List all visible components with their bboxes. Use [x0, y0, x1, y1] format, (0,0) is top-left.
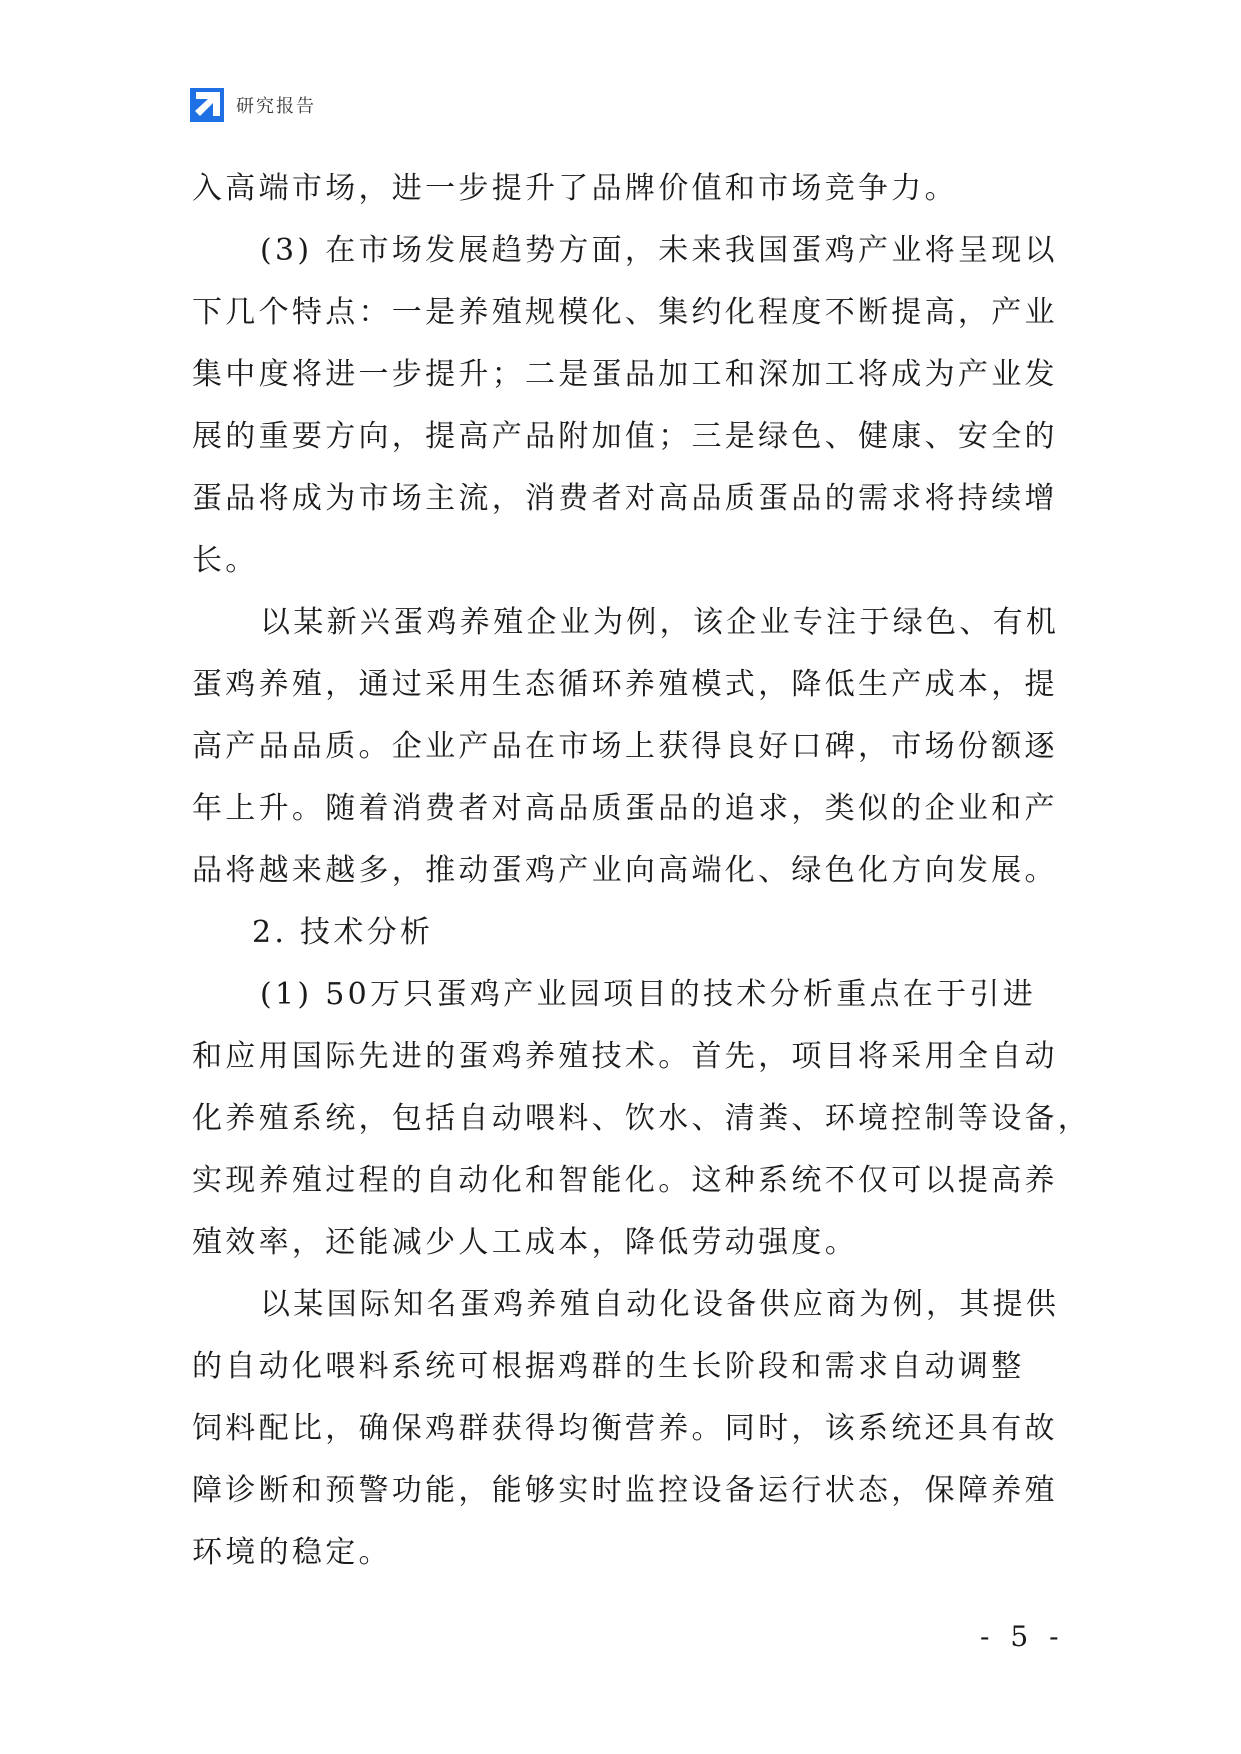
- text-line: (1) 50万只蛋鸡产业园项目的技术分析重点在于引进: [260, 977, 1037, 1012]
- text-line: 年上升。随着消费者对高品质蛋品的追求，类似的企业和产: [192, 791, 1058, 826]
- text-line: 蛋品将成为市场主流，消费者对高品质蛋品的需求将持续增: [192, 481, 1058, 516]
- text-line: 高产品品质。企业产品在市场上获得良好口碑，市场份额逐: [192, 729, 1058, 764]
- text-line: 展的重要方向，提高产品附加值；三是绿色、健康、安全的: [192, 419, 1058, 454]
- text-line: 集中度将进一步提升；二是蛋品加工和深加工将成为产业发: [192, 357, 1058, 392]
- text-line: 的自动化喂料系统可根据鸡群的生长阶段和需求自动调整: [192, 1349, 1025, 1384]
- text-line: 入高端市场，进一步提升了品牌价值和市场竞争力。: [192, 171, 958, 206]
- header-title: 研究报告: [236, 96, 316, 117]
- text-line: 饲料配比，确保鸡群获得均衡营养。同时，该系统还具有故: [192, 1411, 1058, 1446]
- report-header: [190, 88, 316, 122]
- text-line: 和应用国际先进的蛋鸡养殖技术。首先，项目将采用全自动: [192, 1039, 1058, 1074]
- text-line: 环境的稳定。: [192, 1535, 392, 1570]
- text-line: 品将越来越多，推动蛋鸡产业向高端化、绿色化方向发展。: [192, 853, 1058, 888]
- text-line: 以某新兴蛋鸡养殖企业为例，该企业专注于绿色、有机: [260, 605, 1060, 640]
- text-line: 以某国际知名蛋鸡养殖自动化设备供应商为例，其提供: [260, 1287, 1060, 1322]
- document-body: [192, 158, 1092, 1584]
- text-line: 实现养殖过程的自动化和智能化。这种系统不仅可以提高养: [192, 1163, 1058, 1198]
- page-number: - 5 -: [980, 1620, 1065, 1653]
- text-line: 殖效率，还能减少人工成本，降低劳动强度。: [192, 1225, 858, 1260]
- text-line: 蛋鸡养殖，通过采用生态循环养殖模式，降低生产成本，提: [192, 667, 1058, 702]
- text-line: (3) 在市场发展趋势方面，未来我国蛋鸡产业将呈现以: [260, 233, 1058, 268]
- section-heading: 2. 技术分析: [252, 915, 434, 950]
- text-line: 化养殖系统，包括自动喂料、饮水、清粪、环境控制等设备，: [192, 1101, 1092, 1136]
- arrow-logo-icon: [190, 88, 224, 122]
- text-line: 障诊断和预警功能，能够实时监控设备运行状态，保障养殖: [192, 1473, 1058, 1508]
- text-line: 下几个特点：一是养殖规模化、集约化程度不断提高，产业: [192, 295, 1058, 330]
- text-line: 长。: [192, 543, 259, 578]
